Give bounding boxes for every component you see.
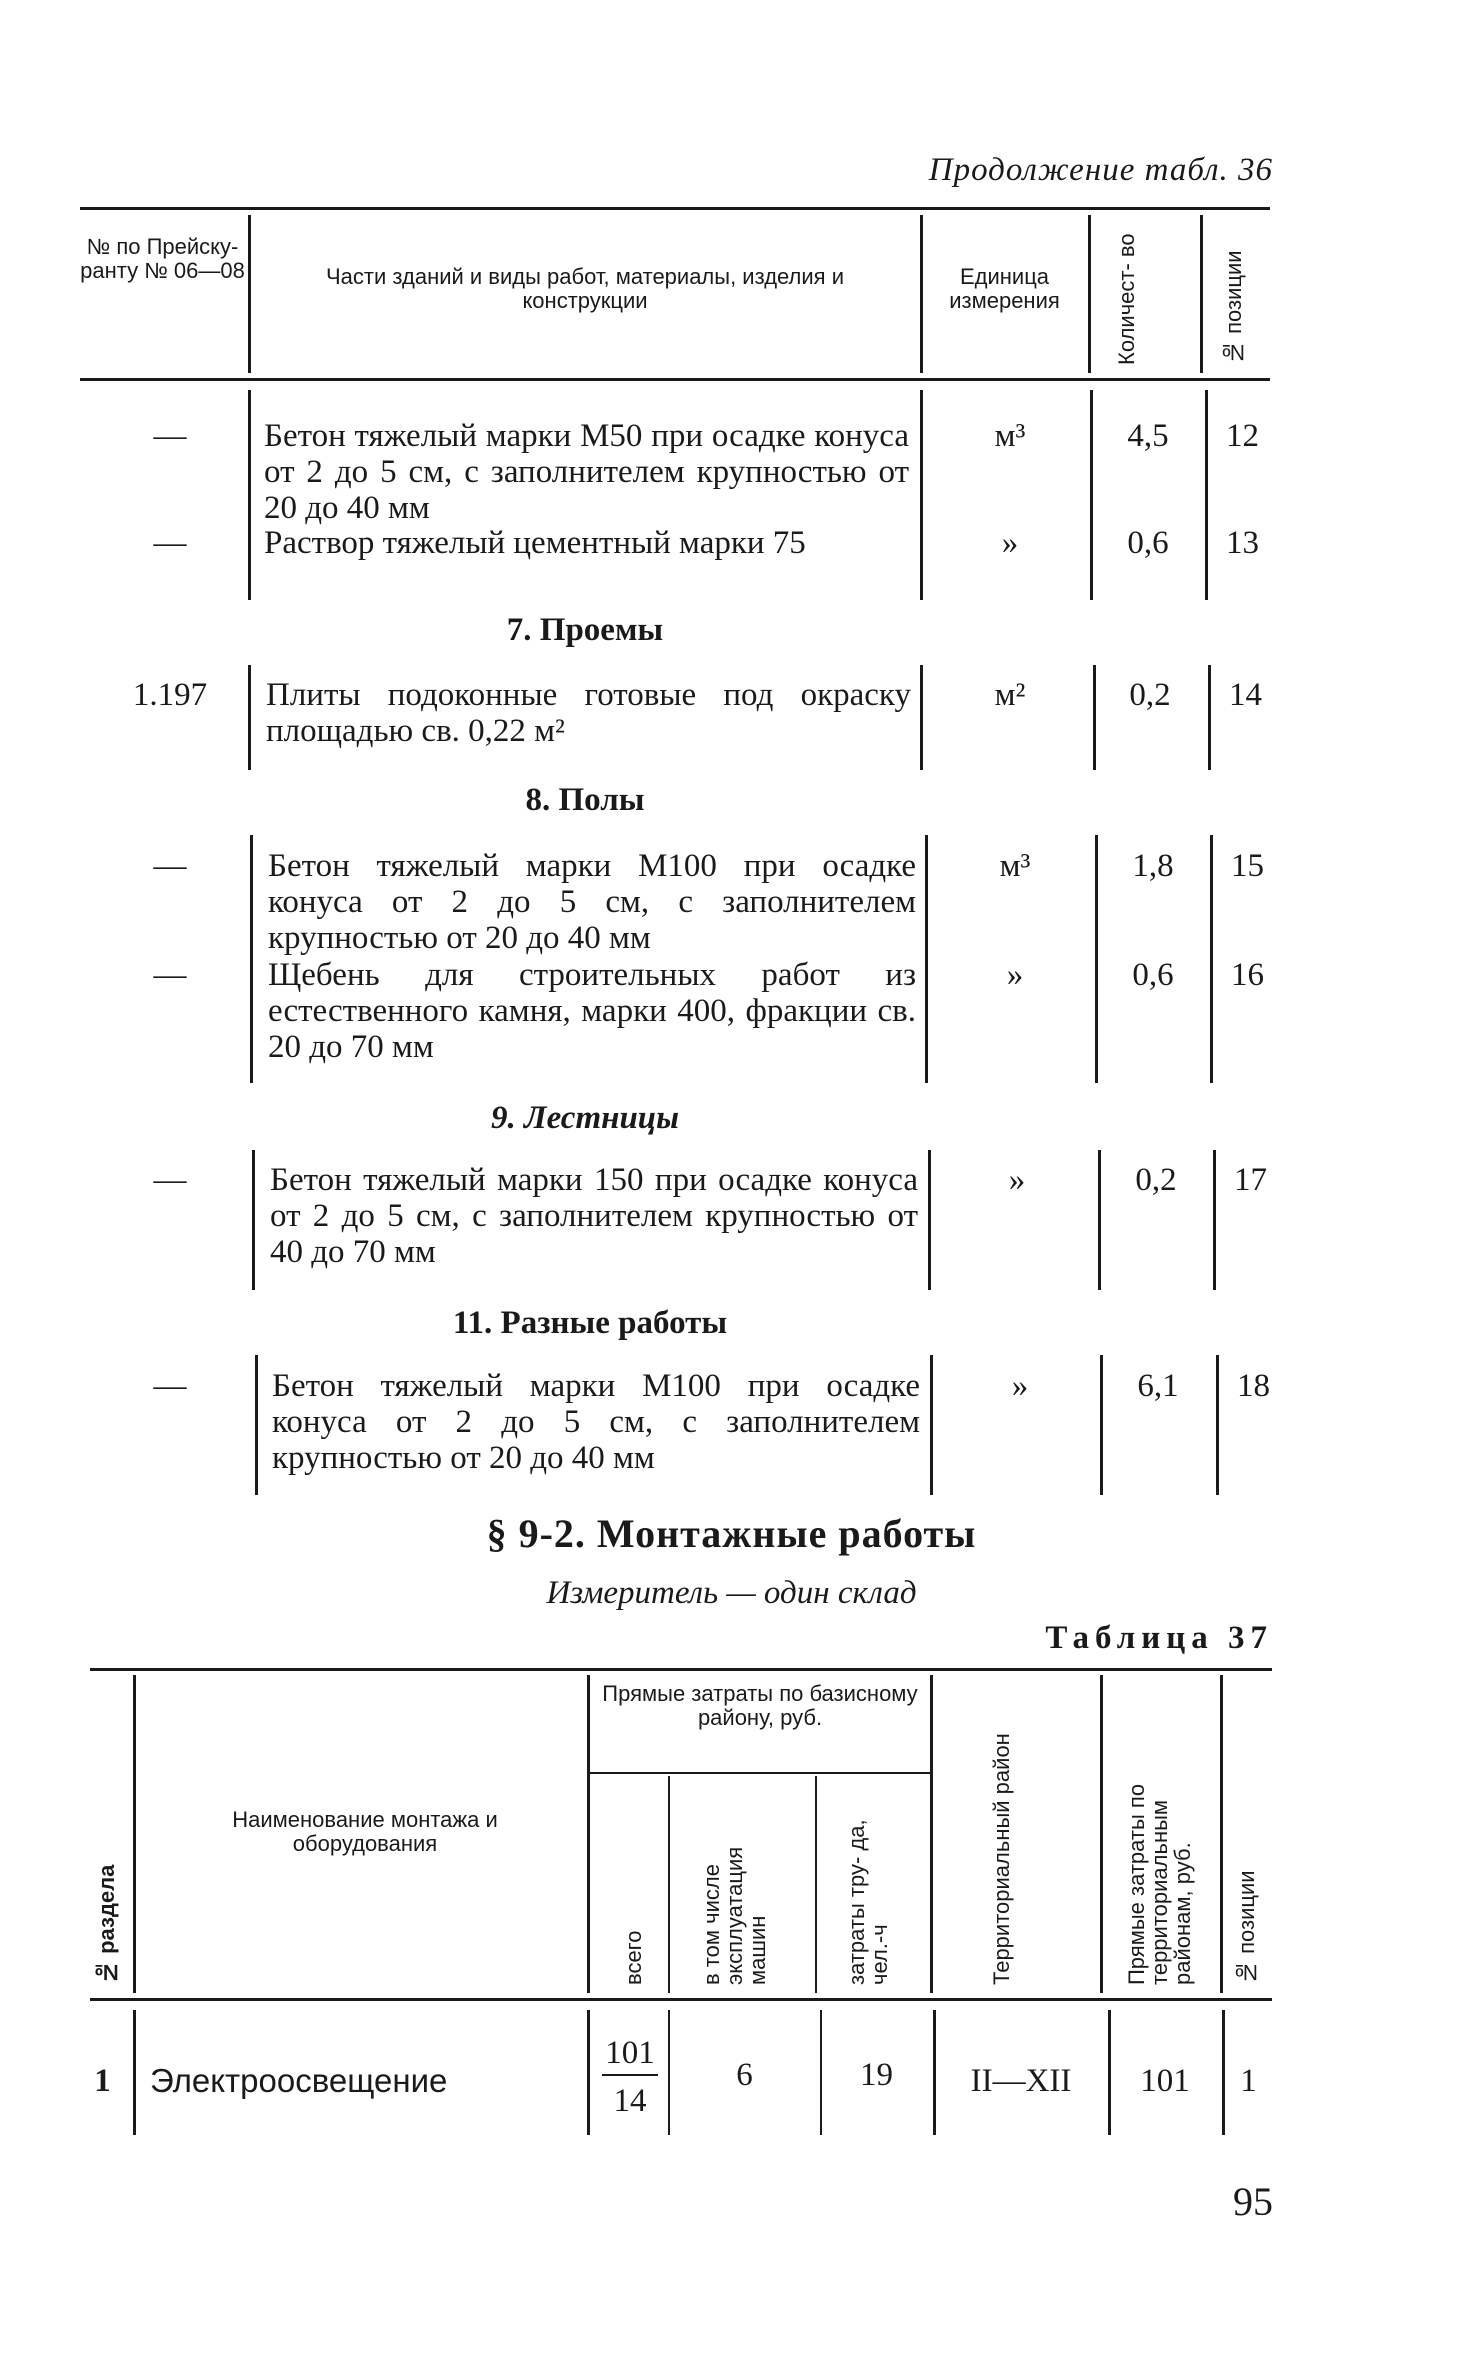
column-rule <box>920 390 923 600</box>
row-price-no: — <box>153 957 187 993</box>
row-description: Бетон тяжелый марки М100 при осадке конуса от 2 до 5 см, с заполнителем крупностью от 20 до 40 мм <box>268 848 916 956</box>
row-quantity: 0,2 <box>1129 677 1171 713</box>
row-price-no: 1.197 <box>132 677 208 713</box>
column-rule <box>1213 1150 1216 1290</box>
column-rule <box>1100 1355 1103 1495</box>
row-quantity: 0,2 <box>1135 1162 1177 1198</box>
header-incl-machines: в том числе эксплуатация машин <box>699 1846 770 1985</box>
header-direct-costs-territorial: Прямые затраты по территориальным районам, руб. <box>1124 1783 1195 1985</box>
row-quantity: 6,1 <box>1137 1368 1179 1404</box>
row-quantity: 0,6 <box>1132 957 1174 993</box>
column-rule <box>250 835 253 1083</box>
header-price-list-no: № по Прейску- ранту № 06—08 <box>80 234 245 283</box>
row-quantity: 1,8 <box>1132 848 1174 884</box>
header-unit: Единица измерения <box>949 264 1060 313</box>
table36-header-divider <box>248 215 251 373</box>
column-rule <box>1098 1150 1101 1290</box>
header-installation-name: Наименование монтажа и оборудования <box>232 1807 498 1856</box>
row-unit: » <box>1006 957 1024 993</box>
row-description: Плиты подоконные готовые под окраску площадью св. 0,22 м² <box>266 677 911 749</box>
row-position: 18 <box>1237 1368 1270 1404</box>
column-rule <box>933 2010 936 2135</box>
column-rule <box>1090 390 1093 600</box>
column-rule <box>668 2010 670 2135</box>
row-description: Бетон тяжелый марки М100 при осадке конуса от 2 до 5 см, с заполнителем крупностью от 20 до 40 мм <box>272 1368 920 1476</box>
table37-header-divider <box>815 1776 817 1993</box>
row-position: 16 <box>1231 957 1264 993</box>
header-parts-and-works: Части зданий и виды работ, материалы, изделия и конструкции <box>326 264 844 313</box>
row-description: Бетон тяжелый марки 150 при осадке конуса от 2 до 5 см, с заполнителем крупностью от 40 до 70 мм <box>270 1162 918 1270</box>
column-rule <box>930 1355 933 1495</box>
row-price-no: — <box>153 1368 187 1404</box>
row-unit: м³ <box>999 848 1031 884</box>
table36-header-divider <box>1088 215 1091 373</box>
column-rule <box>1205 390 1208 600</box>
row-quantity: 4,5 <box>1127 418 1169 454</box>
column-rule <box>925 835 928 1083</box>
row-direct-territorial: 101 <box>1140 2063 1190 2099</box>
row-description: Раствор тяжелый цементный марки 75 <box>264 525 806 561</box>
column-rule <box>133 2010 136 2135</box>
row-price-no: — <box>153 418 187 454</box>
table37-header-divider <box>1100 1675 1103 1993</box>
section-heading: 7. Проемы <box>506 612 664 648</box>
row-position: 14 <box>1229 677 1262 713</box>
row-unit: м² <box>994 677 1026 713</box>
header-position-no: № позиции <box>1234 1870 1259 1985</box>
table37-top-rule <box>90 1668 1272 1671</box>
row-price-no: — <box>153 1162 187 1198</box>
header-territorial-district: Территориальный район <box>989 1733 1014 1985</box>
table-continuation-caption: Продолжение табл. 36 <box>928 152 1273 188</box>
column-rule <box>587 2010 590 2135</box>
section-title: § 9-2. Монтажные работы <box>486 1511 977 1556</box>
table37-header-rule <box>90 1998 1272 2001</box>
column-rule <box>928 1150 931 1290</box>
column-rule <box>920 665 923 770</box>
table37-subheader-rule <box>590 1772 930 1774</box>
column-rule <box>1216 1355 1219 1495</box>
row-unit: м³ <box>994 418 1026 454</box>
row-position: 12 <box>1226 418 1259 454</box>
table37-header-divider <box>668 1776 670 1993</box>
row-labor: 19 <box>860 2057 893 2093</box>
row-position: 15 <box>1231 848 1264 884</box>
table37-header-divider <box>930 1675 933 1993</box>
row-position: 17 <box>1234 1162 1267 1198</box>
section-heading: 11. Разные работы <box>452 1305 728 1341</box>
table37-header-divider <box>1220 1675 1223 1993</box>
column-rule <box>252 1150 255 1290</box>
column-rule <box>1108 2010 1111 2135</box>
column-rule <box>1208 665 1211 770</box>
table36-header-rule <box>80 378 1270 381</box>
column-rule <box>255 1355 258 1495</box>
header-position-no: № позиции <box>1221 250 1246 365</box>
column-rule <box>820 2010 822 2135</box>
row-description: Бетон тяжелый марки М50 при осадке конуса от 2 до 5 см, с заполнителем крупностью от 20 до 40 мм <box>264 418 909 526</box>
column-rule <box>1210 835 1213 1083</box>
header-quantity: Количест- во <box>1114 233 1139 365</box>
row-unit: » <box>1008 1162 1026 1198</box>
column-rule <box>1093 665 1096 770</box>
page-number: 95 <box>1233 2179 1273 2224</box>
row-quantity: 0,6 <box>1127 525 1169 561</box>
section-heading: 9. Лестницы <box>490 1100 680 1136</box>
row-price-no: — <box>153 848 187 884</box>
table36-header-divider <box>1200 215 1203 373</box>
row-territorial: II—XII <box>970 2063 1072 2099</box>
column-rule <box>1095 835 1098 1083</box>
row-total-numerator: 101 <box>605 2035 655 2071</box>
table36-top-rule <box>80 207 1270 210</box>
column-rule <box>248 390 251 600</box>
row-unit: » <box>1011 1368 1029 1404</box>
row-section-no: 1 <box>94 2063 111 2099</box>
header-labor-costs: затраты тру- да, чел.-ч <box>844 1819 892 1985</box>
row-installation-name: Электроосвещение <box>150 2062 448 2099</box>
section-heading: 8. Полы <box>525 782 645 818</box>
measure-caption: Измеритель — один склад <box>546 1575 917 1611</box>
column-rule <box>248 665 251 770</box>
header-direct-costs-base: Прямые затраты по базисному району, руб. <box>602 1681 918 1730</box>
row-total-denominator: 14 <box>613 2083 647 2119</box>
row-position: 13 <box>1226 525 1259 561</box>
table37-header-divider <box>587 1675 590 1993</box>
header-total: всего <box>621 1930 646 1985</box>
table37-header-divider <box>133 1675 136 1993</box>
column-rule <box>1222 2010 1225 2135</box>
table-37-caption: Таблица 37 <box>1045 1620 1273 1656</box>
row-position: 1 <box>1240 2063 1257 2099</box>
fraction-bar <box>602 2074 658 2076</box>
row-description: Щебень для строительных работ из естественного камня, марки 400, фракции св. 20 до 70 мм <box>268 957 916 1065</box>
row-price-no: — <box>153 525 187 561</box>
row-unit: » <box>1001 525 1019 561</box>
header-section-no: № раздела <box>94 1864 119 1985</box>
row-machines: 6 <box>736 2057 753 2093</box>
